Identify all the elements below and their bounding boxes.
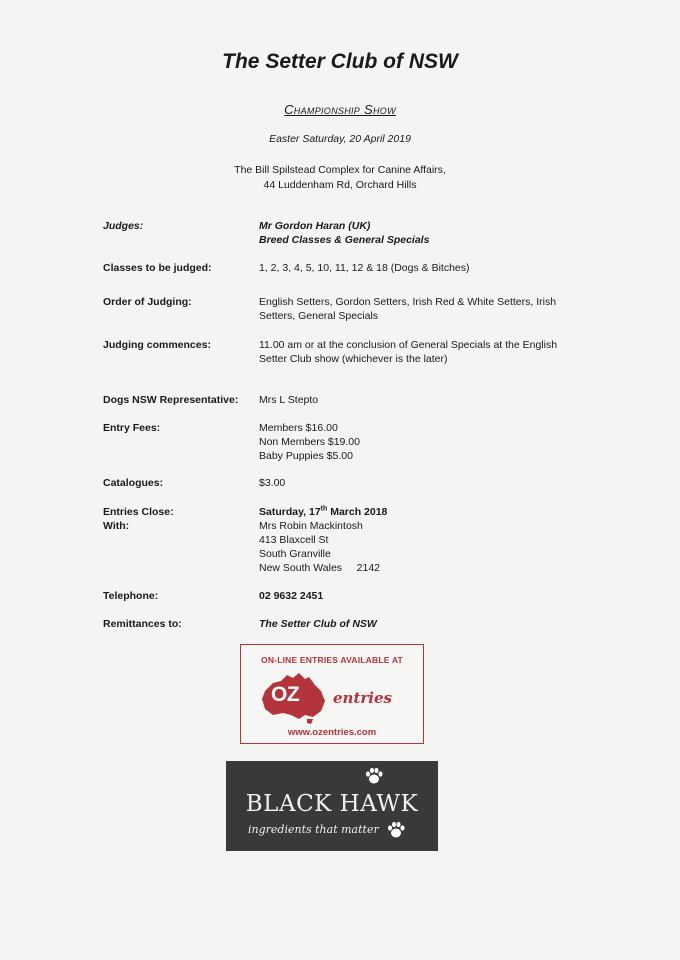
commence-line-2: Setter Club show (whichever is the later): [259, 353, 448, 365]
show-date: Easter Saturday, 20 April 2019: [269, 133, 411, 145]
paw-print-icon: [364, 767, 384, 785]
commence-label: Judging commences:: [103, 339, 211, 351]
secretary-suburb: South Granville: [259, 548, 331, 560]
secretary-street: 413 Blaxcell St: [259, 534, 329, 546]
judge-assignment: Breed Classes & General Specials: [259, 234, 430, 246]
ozentries-url: www.ozentries.com: [287, 727, 377, 738]
order-line-2: Setters, General Specials: [259, 310, 379, 322]
paw-print-icon: [386, 821, 406, 839]
commence-line-1: 11.00 am or at the conclusion of General Specials at the English: [259, 339, 558, 351]
ozentries-advert: [240, 644, 424, 744]
blackhawk-name: BLACK HAWK: [245, 791, 419, 817]
ozentries-oz: OZ: [271, 683, 300, 706]
page-title: The Setter Club of NSW: [222, 50, 458, 73]
blackhawk-tagline: ingredients that matter: [248, 823, 379, 836]
entries-close-label: Entries Close:: [103, 506, 174, 518]
blackhawk-advert: [226, 761, 438, 851]
judge-name: Mr Gordon Haran (UK): [259, 220, 371, 232]
entries-close-date: Saturday, 17th March 2018: [259, 505, 388, 518]
with-label: With:: [103, 520, 130, 532]
fee-non-members: Non Members $19.00: [259, 436, 360, 448]
secretary-state: New South Wales 2142: [259, 562, 381, 574]
catalogues-label: Catalogues:: [103, 477, 164, 489]
classes-label: Classes to be judged:: [103, 262, 212, 274]
ozentries-heading: ON-LINE ENTRIES AVAILABLE AT: [261, 655, 403, 665]
rep-value: Mrs L Stepto: [259, 394, 319, 406]
order-label: Order of Judging:: [103, 296, 192, 308]
catalogues-value: $3.00: [259, 477, 286, 489]
venue-line-1: The Bill Spilstead Complex for Canine Affairs,: [234, 164, 446, 176]
venue-line-2: 44 Luddenham Rd, Orchard Hills: [263, 179, 417, 191]
fee-members: Members $16.00: [259, 422, 338, 434]
telephone-value: 02 9632 2451: [259, 590, 324, 602]
ozentries-entries: entries: [333, 689, 392, 707]
fee-baby-puppies: Baby Puppies $5.00: [259, 450, 353, 462]
rep-label: Dogs NSW Representative:: [103, 394, 239, 406]
secretary-name: Mrs Robin Mackintosh: [259, 520, 363, 532]
fees-label: Entry Fees:: [103, 422, 161, 434]
telephone-label: Telephone:: [103, 590, 159, 602]
venue: [0, 163, 680, 193]
remittances-label: Remittances to:: [103, 618, 182, 630]
remittances-value: The Setter Club of NSW: [259, 618, 377, 630]
classes-value: 1, 2, 3, 4, 5, 10, 11, 12 & 18 (Dogs & Bitches): [259, 262, 470, 274]
judges-label: Judges:: [103, 220, 144, 232]
show-type: Championship Show: [284, 102, 396, 117]
order-line-1: English Setters, Gordon Setters, Irish Red & White Setters, Irish: [259, 296, 557, 308]
